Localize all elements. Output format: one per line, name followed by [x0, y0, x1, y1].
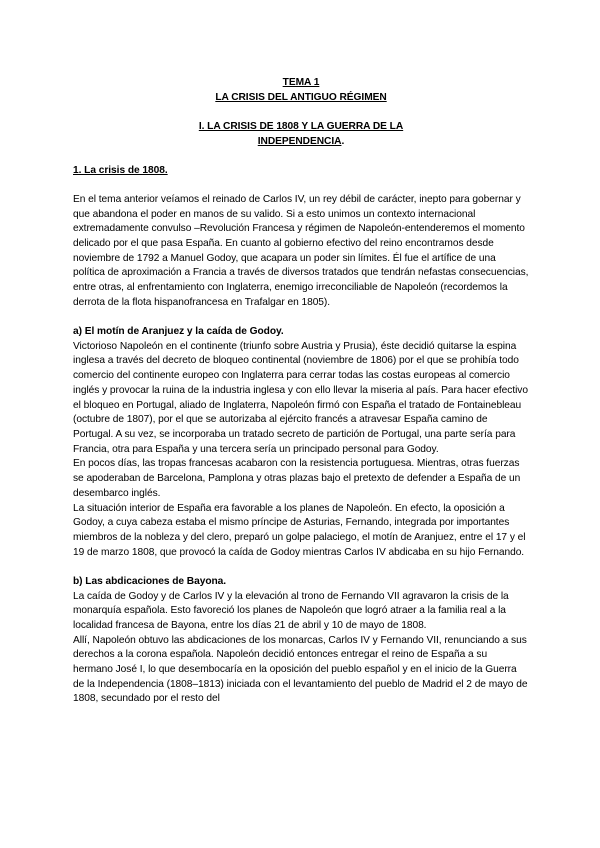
section-title — [73, 120, 529, 149]
paragraph-b-2: Allí, Napoleón obtuvo las abdicaciones de los monarcas, Carlos IV y Fernando VII, renunciando a sus derechos a la corona española. Napoleón decidió entonces entregar el reino de España a su hermano José I, lo que desembocaría en la oposición del pueblo español y en el inicio de la Guerra de la Independencia (1808–1813) iniciada con el levantamiento del pueblo de Madrid el 2 de mayo de 1808, secundado por el resto del — [73, 634, 528, 705]
heading-crisis-1808: 1. La crisis de 1808. — [73, 164, 168, 176]
paragraph-a-2: En pocos días, las tropas francesas acabaron con la resistencia portuguesa. Mientras, otras fuerzas se apoderaban de Barcelona, Pamplona y otras plazas bajo el pretexto de defender a España de un desembarco inglés. — [73, 458, 521, 499]
document-body — [73, 76, 529, 707]
heading-motin-aranjuez: a) El motín de Aranjuez y la caída de Godoy. — [73, 326, 284, 338]
document-title: LA CRISIS DEL ANTIGUO RÉGIMEN — [215, 91, 387, 103]
heading-abdicaciones-bayona: b) Las abdicaciones de Bayona. — [73, 575, 227, 587]
paragraph-a-1: Victorioso Napoleón en el continente (triunfo sobre Austria y Prusia), éste decidió quitarse la espina inglesa a través del decreto de bloqueo continental (noviembre de 1806) por el que se prohibía todo comercio del continente europeo con Inglaterra para cerrar todas las costas europeas al comercio inglés y provocar la ruina de la industria inglesa y con ello llevar la miseria al país. Para hacer efectivo el bloqueo en Portugal, aliado de Inglaterra, Napoleón firmó con España el tratado de Fontainebleau (octubre de 1807), por el que se autorizaba al ejército francés a atravesar España camino de Portugal. A su vez, se incorporaba un tratado secreto de partición de Portugal, una parte sería para Francia, otra para España y una tercera sería un principado personal para Godoy. — [73, 340, 528, 455]
section-title-line-2 — [73, 135, 529, 150]
section-title-line-1: I. LA CRISIS DE 1808 Y LA GUERRA DE LA — [198, 120, 404, 132]
title-block — [73, 76, 529, 105]
paragraph-b-1: La caída de Godoy y de Carlos IV y la elevación al trono de Fernando VII agravaron la crisis de la monarquía española. Esto favoreció los planes de Napoleón que logró atraer a la familia real a la localidad francesa de Bayona, entre los días 21 de abril y 10 de mayo de 1808. — [73, 590, 509, 631]
paragraph-a-3: La situación interior de España era favorable a los planes de Napoleón. En efecto, la oposición a Godoy, a cuya cabeza estaba el mismo príncipe de Asturias, Fernando, integrada por importantes miembros de la nobleza y del clero, preparó un golpe palaciego, el motín de Aranjuez, entre el 17 y el 19 de marzo 1808, que provocó la caída de Godoy mientras Carlos IV abdicaba en su hijo Fernando. — [73, 502, 526, 558]
intro-paragraph: En el tema anterior veíamos el reinado de Carlos IV, un rey débil de carácter, inepto para gobernar y que abandona el poder en manos de su valido. Si a esto unimos un contexto internacional extremadamente convulso –Revolución Francesa y régimen de Napoleón-entenderemos el momento delicado por el que pasa España. En cuanto al gobierno efectivo del reino encontramos desde noviembre de 1792 a Manuel Godoy, que acapara un poder sin límites. Él fue el artífice de una política de aproximación a Francia a través de diversos tratados que tendrán nefastas consecuencias, entre otras, al enfrentamiento con Inglaterra, enemigo irreconciliable de Napoleón (recordemos la derrota de la flota hispanofrancesa en Trafalgar en 1805). — [73, 193, 529, 308]
section-title-line-2-text: INDEPENDENCIA — [257, 135, 342, 147]
tema-label: TEMA 1 — [282, 77, 320, 88]
section-title-period: . — [341, 135, 345, 147]
